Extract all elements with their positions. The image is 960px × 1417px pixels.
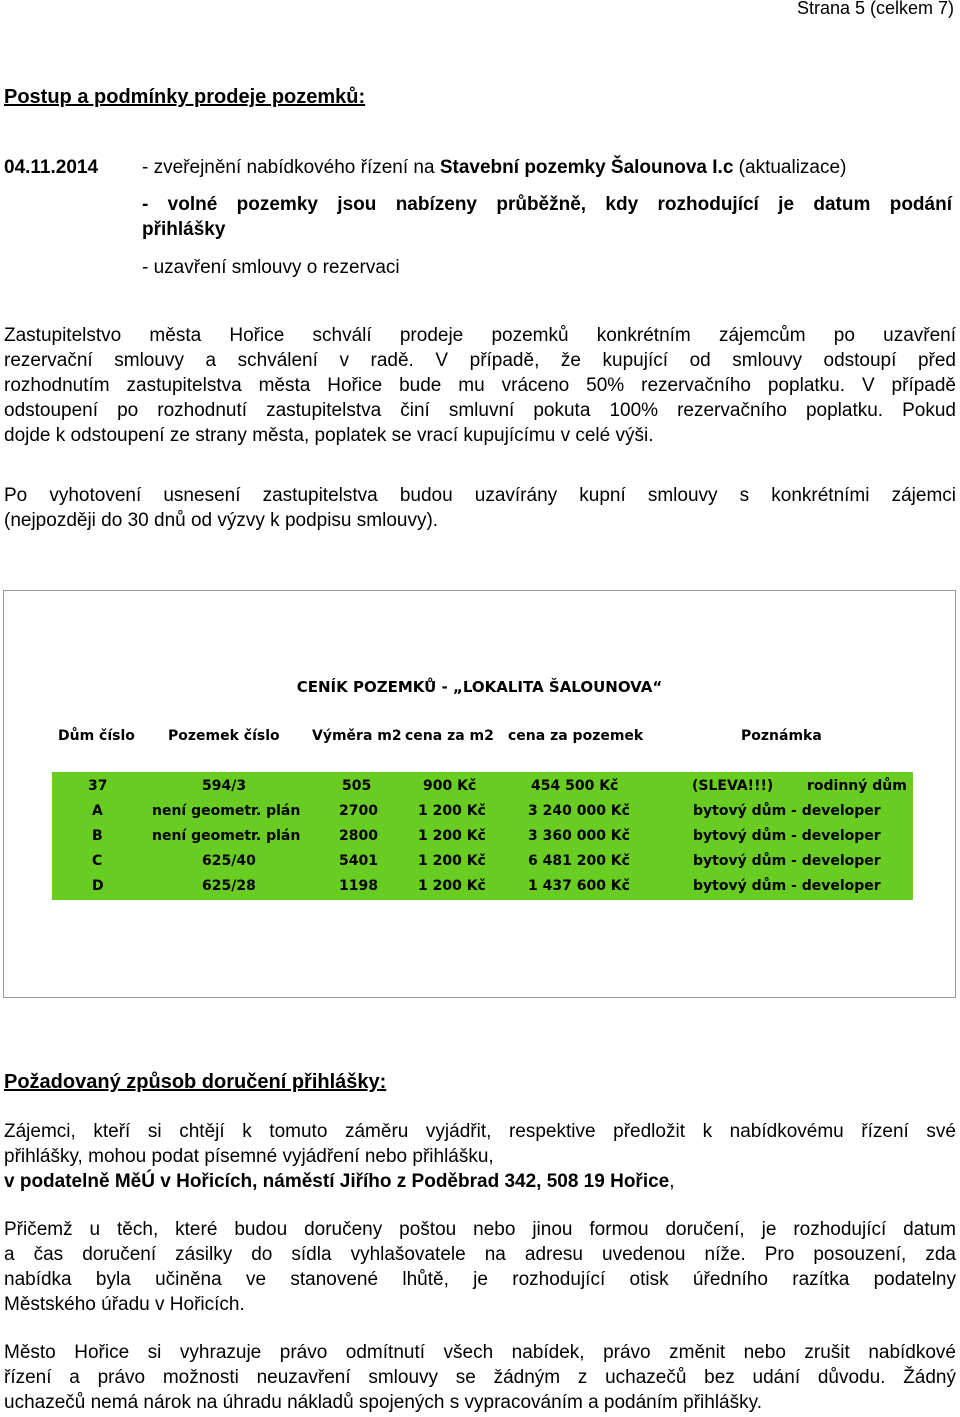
price-list-image [3,590,956,998]
column-header-area: Výměra m2 [312,728,402,744]
column-header-price-m2: cena za m2 [405,728,494,744]
column-header-price-plot: cena za pozemek [508,728,644,744]
column-header-note: Poznámka [741,728,822,744]
paragraph-contracts: Po vyhotovení usnesení zastupitelstva budou uzavírány kupní smlouvy s konkrétními zájemci (nejpozději do 30 dnů od výzvy k podpisu smlouvy). [4,485,956,531]
paragraph-reservation: Město Hořice si vyhrazuje právo odmítnutí všech nabídek, právo změnit nebo zrušit nabídkové řízení a právo možnosti neuzavření smlouvy se žádným z uchazečů bez udání důvodu. Žádný uchazečů nemá nárok na úhradu nákladů spojených s vypracováním a podáním přihlášky. [4,1342,956,1413]
price-list-title: CENÍK POZEMKŮ - „LOKALITA ŠALOUNOVA“ [296,678,663,696]
section-title-delivery: Požadovaný způsob doručení přihlášky: [4,1071,387,1093]
announcement-text: - zveřejnění nabídkového řízení na Stavební pozemky Šalounova I.c (aktualizace) [142,157,847,178]
paragraph-approval: Zastupitelstvo města Hořice schválí prodeje pozemků konkrétním zájemcům po uzavření rezervační smlouvy a schválení v radě. V případě, že kupující od smlouvy odstoupí před rozhodnutím zastupitelstva města Hořice bude mu vráceno 50% rezervačního poplatku. V případě odstoupení po rozhodnutí zastupitelstva činí smluvní pokuta 100% rezervačního poplatku. Pokud dojde k odstoupení ze strany města, poplatek se vrací kupujícímu v celé výši. [4,325,956,446]
paragraph-applicants: Zájemci, kteří si chtějí k tomuto záměru vyjádřit, respektive předložit k nabídkovému řízení své přihlášky, mohou podat písemné vyjádření nebo přihlášku, v podatelně MěÚ v Hořicích, náměstí Jiřího z Poděbrad 342, 508 19 Hořice, [4,1121,956,1192]
column-header-plot: Pozemek číslo [168,728,280,744]
announcement-date: 04.11.2014 [4,157,99,178]
announcement-line [4,155,956,180]
page-number: Strana 5 (celkem 7) [796,0,954,18]
procedure-step-3: - uzavření smlouvy o rezervaci [142,257,400,278]
paragraph-postal-delivery: Přičemž u těch, které budou doručeny poštou nebo jinou formou doručení, je rozhodující datum a čas doručení zásilky do sídla vyhlašovatele na adresu uvedenou níže. Pro posouzení, zda nabídka byla učiněna ve stanovené lhůtě, je rozhodující otisk úředního razítka podatelny Městského úřadu v Hořicích. [4,1219,956,1315]
price-table: 37 594/3 505 900 Kč 454 500 Kč (SLEVA!!!) rodinný dům A není geometr. plán 2700 1 200 Kč 3 240 000 Kč bytový dům - developer B není geometr. plán 2800 1 200 Kč 3 360 000 Kč bytový dům - developer C 625/40 5401 1 200 Kč 6 481 200 Kč bytový dům - developer D 625/28 1198 1 200 Kč 1 437 600 Kč bytový dům - developer [52,772,913,900]
procedure-step-2: - volné pozemky jsou nabízeny průběžně, kdy rozhodující je datum podání přihlášky [142,194,952,240]
delivery-address: v podatelně MěÚ v Hořicích, náměstí Jiřího z Poděbrad 342, 508 19 Hořice, [4,1171,675,1192]
column-header-house: Dům číslo [58,728,135,744]
section-title-procedure: Postup a podmínky prodeje pozemků: [4,86,366,108]
announcement-bold: Stavební pozemky Šalounova I.c [439,157,734,178]
